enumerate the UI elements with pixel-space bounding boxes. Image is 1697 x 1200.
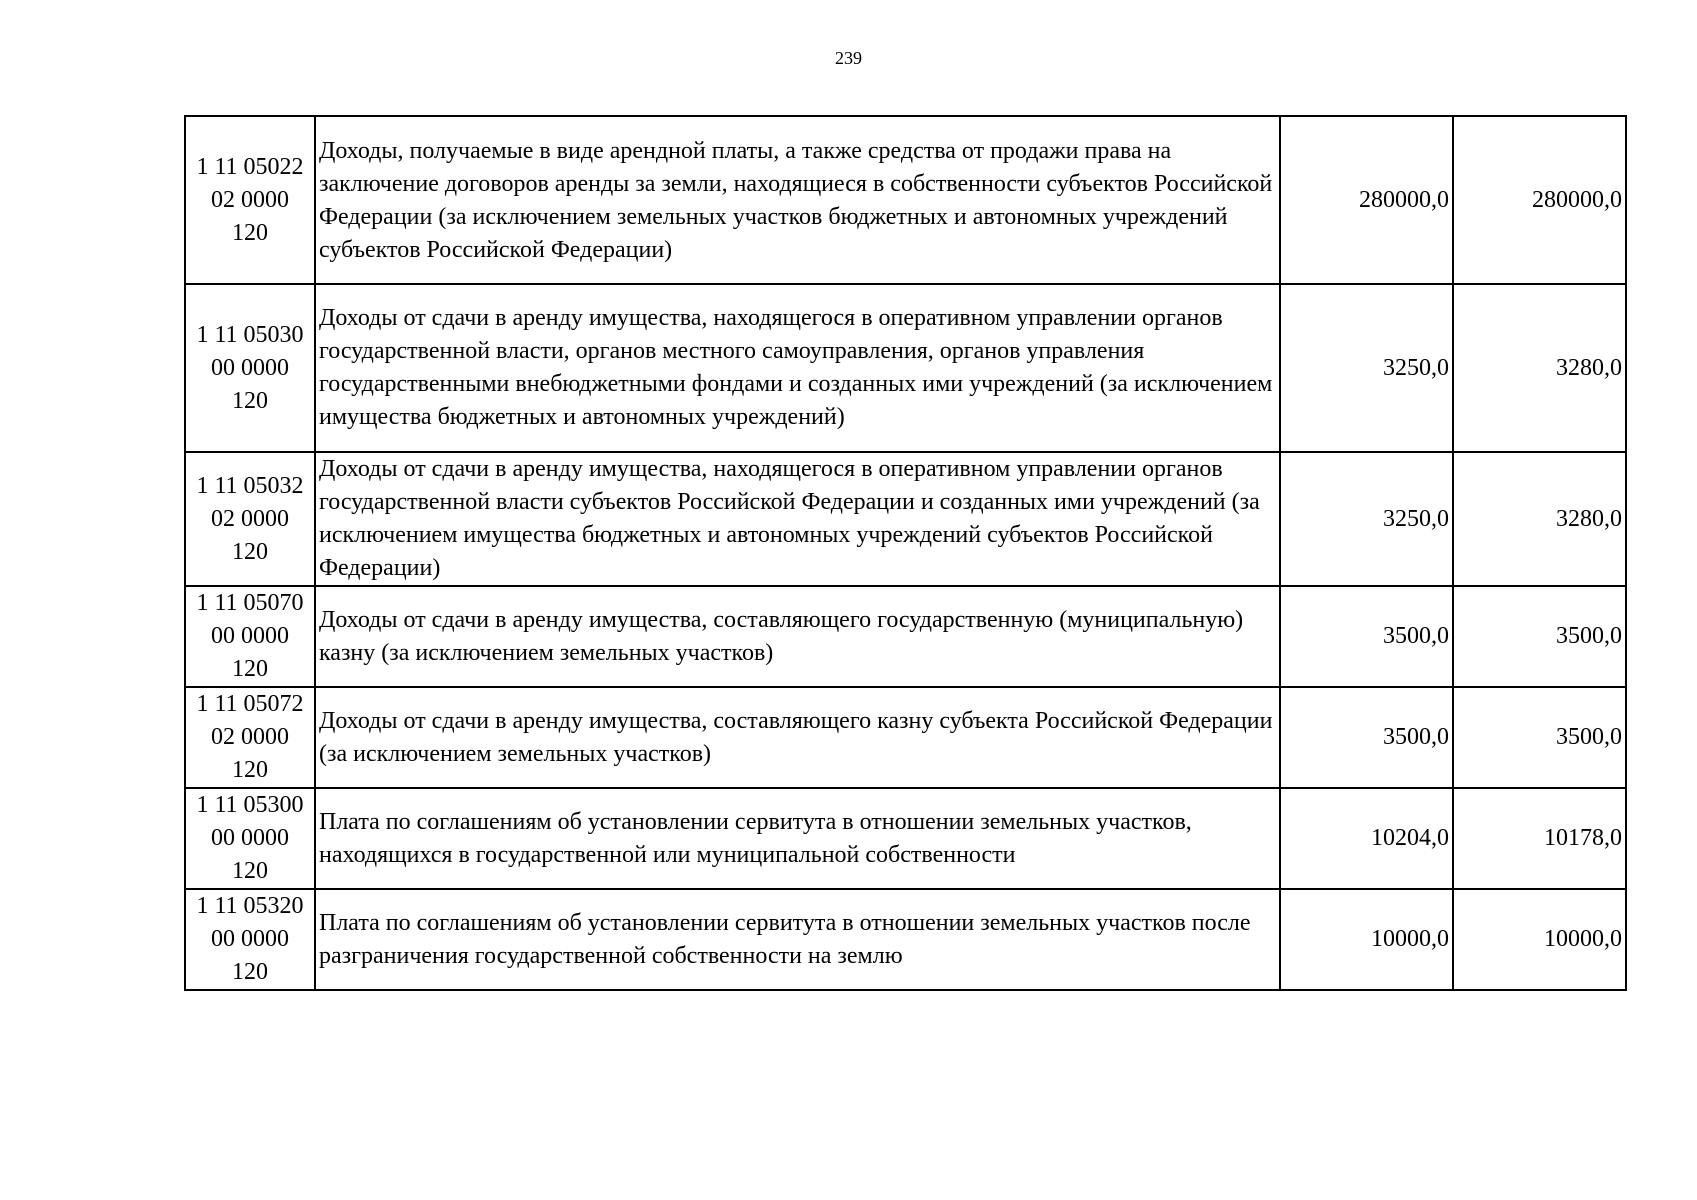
table-row xyxy=(185,687,1626,788)
revenue-name-cell: Плата по соглашениям об установлении сервитута в отношении земельных участков после разграничения государственной собственности на землю xyxy=(315,889,1280,990)
revenue-name-cell: Доходы, получаемые в виде арендной платы, а также средства от продажи права на заключение договоров аренды за земли, находящиеся в собственности субъектов Российской Федерации (за исключением земельных участков бюджетных и автономных учреждений субъектов Российской Федерации) xyxy=(315,116,1280,284)
value-year2-cell: 10000,0 xyxy=(1453,889,1626,990)
value-year1-cell: 3250,0 xyxy=(1280,284,1453,452)
budget-code-cell: 1 11 05072 02 0000 120 xyxy=(185,687,315,788)
budget-code-cell: 1 11 05022 02 0000 120 xyxy=(185,116,315,284)
revenue-name-cell: Доходы от сдачи в аренду имущества, находящегося в оперативном управлении органов государственной власти, органов местного самоуправления, органов управления государственными внебюджетными фондами и созданных ими учреждений (за исключением имущества бюджетных и автономных учреждений) xyxy=(315,284,1280,452)
value-year1-cell: 3250,0 xyxy=(1280,452,1453,586)
budget-code-cell: 1 11 05070 00 0000 120 xyxy=(185,586,315,687)
value-year2-cell: 10178,0 xyxy=(1453,788,1626,889)
table-row xyxy=(185,788,1626,889)
value-year2-cell: 3500,0 xyxy=(1453,687,1626,788)
revenue-table xyxy=(184,115,1627,991)
revenue-name-cell: Доходы от сдачи в аренду имущества, находящегося в оперативном управлении органов государственной власти субъектов Российской Федерации и созданных ими учреждений (за исключением имущества бюджетных и автономных учреждений субъектов Российской Федерации) xyxy=(315,452,1280,586)
revenue-name-cell: Плата по соглашениям об установлении сервитута в отношении земельных участков, находящихся в государственной или муниципальной собственности xyxy=(315,788,1280,889)
value-year1-cell: 3500,0 xyxy=(1280,687,1453,788)
value-year2-cell: 3280,0 xyxy=(1453,284,1626,452)
revenue-name-cell: Доходы от сдачи в аренду имущества, составляющего государственную (муниципальную) казну (за исключением земельных участков) xyxy=(315,586,1280,687)
table-row xyxy=(185,889,1626,990)
value-year1-cell: 10000,0 xyxy=(1280,889,1453,990)
budget-code-cell: 1 11 05320 00 0000 120 xyxy=(185,889,315,990)
value-year1-cell: 10204,0 xyxy=(1280,788,1453,889)
value-year1-cell: 280000,0 xyxy=(1280,116,1453,284)
page-number: 239 xyxy=(835,48,862,68)
table-row xyxy=(185,452,1626,586)
budget-code-cell: 1 11 05032 02 0000 120 xyxy=(185,452,315,586)
revenue-name-cell: Доходы от сдачи в аренду имущества, составляющего казну субъекта Российской Федерации (за исключением земельных участков) xyxy=(315,687,1280,788)
budget-code-cell: 1 11 05300 00 0000 120 xyxy=(185,788,315,889)
table-row xyxy=(185,284,1626,452)
table-row xyxy=(185,116,1626,284)
budget-code-cell: 1 11 05030 00 0000 120 xyxy=(185,284,315,452)
value-year2-cell: 3280,0 xyxy=(1453,452,1626,586)
table-row xyxy=(185,586,1626,687)
value-year2-cell: 280000,0 xyxy=(1453,116,1626,284)
value-year2-cell: 3500,0 xyxy=(1453,586,1626,687)
value-year1-cell: 3500,0 xyxy=(1280,586,1453,687)
